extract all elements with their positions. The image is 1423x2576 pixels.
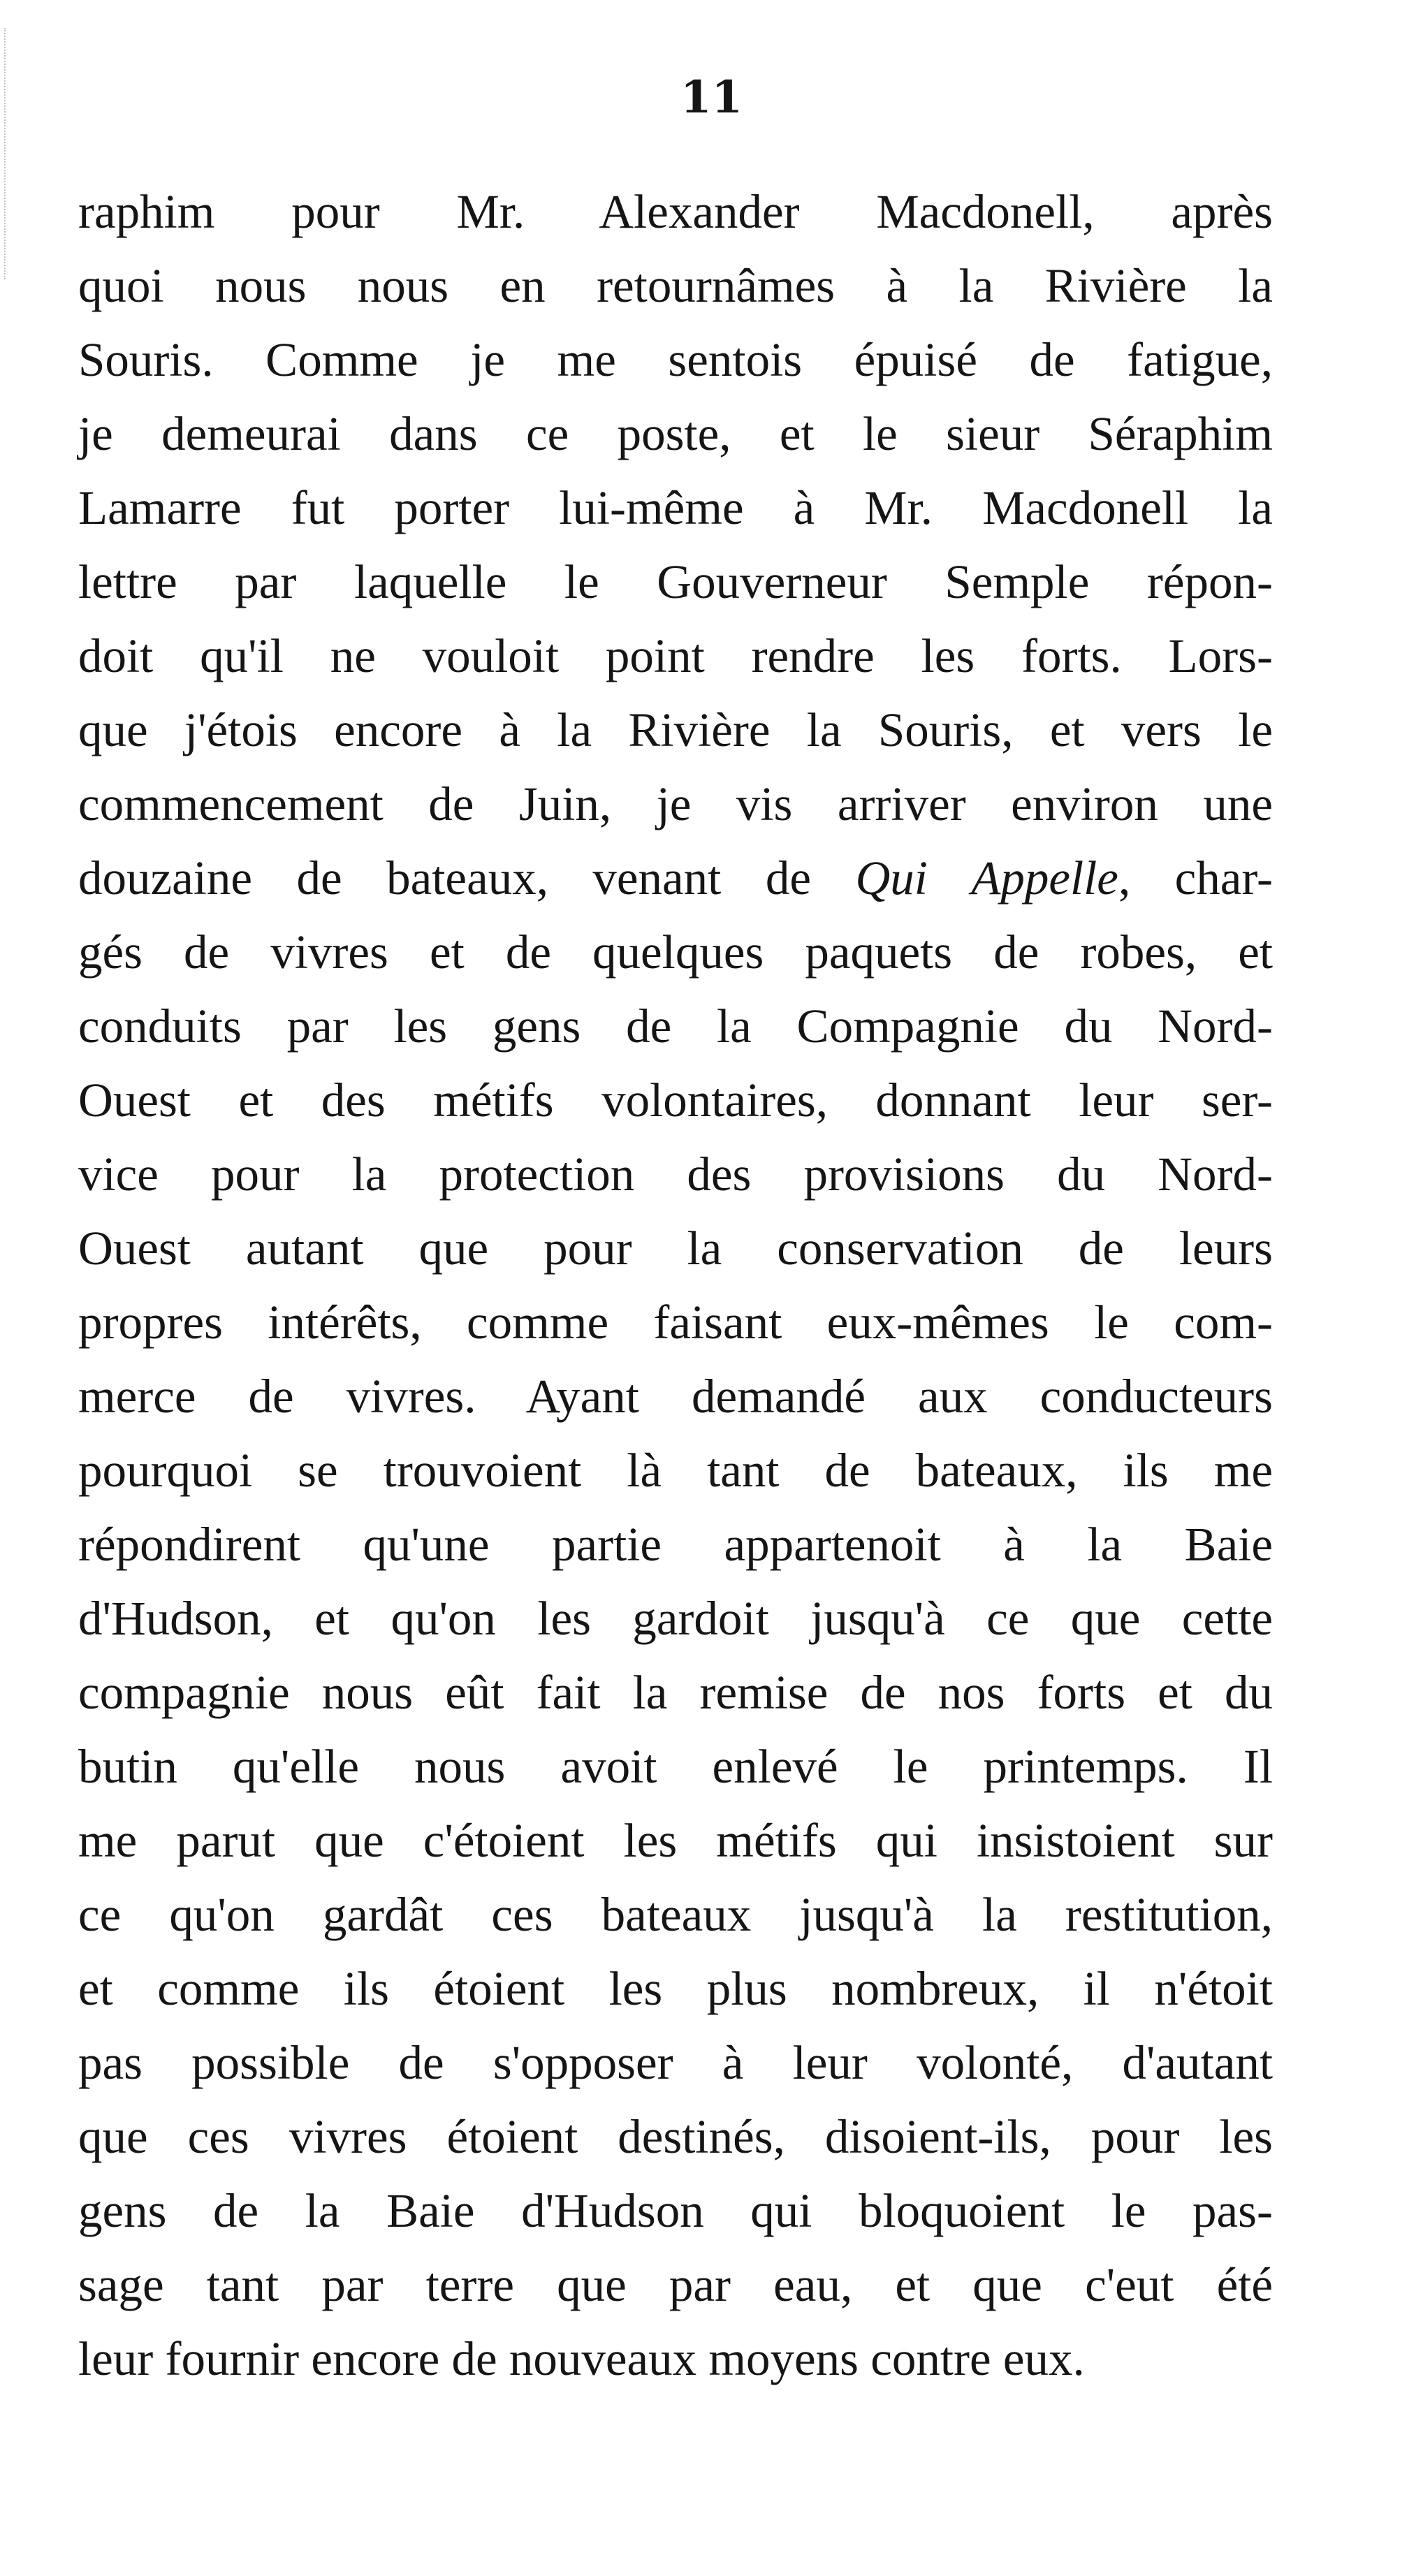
text-line: leur fournir encore de nouveaux moyens contre eux. <box>78 2332 1085 2385</box>
text-line: répondirent qu'une partie appartenoit à la Baie <box>78 1518 1273 1571</box>
place-name-italic: Qui Appelle <box>855 851 1118 905</box>
text-line: vice pour la protection des provisions du Nord- <box>78 1148 1273 1201</box>
text-line: d'Hudson, et qu'on les gardoit jusqu'à ce que cette <box>78 1592 1273 1645</box>
text-line: Ouest autant que pour la conservation de leurs <box>78 1222 1273 1275</box>
text-line: pourquoi se trouvoient là tant de bateaux, ils me <box>78 1444 1273 1497</box>
text-line: gens de la Baie d'Hudson qui bloquoient le pas- <box>78 2184 1273 2237</box>
text-line: lettre par laquelle le Gouverneur Semple répon- <box>78 555 1273 608</box>
text-line: raphim pour Mr. Alexander Macdonell, après <box>78 185 1273 238</box>
text-line: sage tant par terre que par eau, et que c'eut été <box>78 2258 1273 2311</box>
text-line-start: douzaine de bateaux, venant de <box>78 851 856 905</box>
text-line <box>78 841 1273 915</box>
text-line: commencement de Juin, je vis arriver environ une <box>78 777 1273 830</box>
text-line: merce de vivres. Ayant demandé aux conducteurs <box>78 1370 1273 1423</box>
text-line: doit qu'il ne vouloit point rendre les forts. Lors- <box>78 629 1273 682</box>
text-line: compagnie nous eût fait la remise de nos forts et du <box>78 1666 1273 1719</box>
text-line: que ces vivres étoient destinés, disoient-ils, pour les <box>78 2110 1273 2163</box>
text-line: et comme ils étoient les plus nombreux, il n'étoit <box>78 1962 1273 2015</box>
text-line: Ouest et des métifs volontaires, donnant leur ser- <box>78 1074 1273 1127</box>
text-line: quoi nous nous en retournâmes à la Rivière la <box>78 259 1273 312</box>
body-text <box>78 175 1273 2396</box>
page-number: 11 <box>680 71 743 124</box>
text-line: propres intérêts, comme faisant eux-mêmes le com- <box>78 1296 1273 1349</box>
text-line: Lamarre fut porter lui-même à Mr. Macdonell la <box>78 481 1273 534</box>
text-line-end: , char- <box>1118 851 1273 905</box>
text-line: conduits par les gens de la Compagnie du Nord- <box>78 1000 1273 1053</box>
text-line: me parut que c'étoient les métifs qui insistoient sur <box>78 1814 1273 1867</box>
text-line: pas possible de s'opposer à leur volonté, d'autant <box>78 2036 1273 2089</box>
text-line: que j'étois encore à la Rivière la Souris, et vers le <box>78 703 1273 756</box>
scan-margin-mark <box>4 28 8 279</box>
text-line: Souris. Comme je me sentois épuisé de fatigue, <box>78 333 1273 386</box>
text-line: butin qu'elle nous avoit enlevé le printemps. Il <box>78 1740 1273 1793</box>
text-line: gés de vivres et de quelques paquets de robes, et <box>78 925 1273 979</box>
text-line: ce qu'on gardât ces bateaux jusqu'à la restitution, <box>78 1888 1273 1941</box>
text-line: je demeurai dans ce poste, et le sieur Séraphim <box>78 407 1273 460</box>
